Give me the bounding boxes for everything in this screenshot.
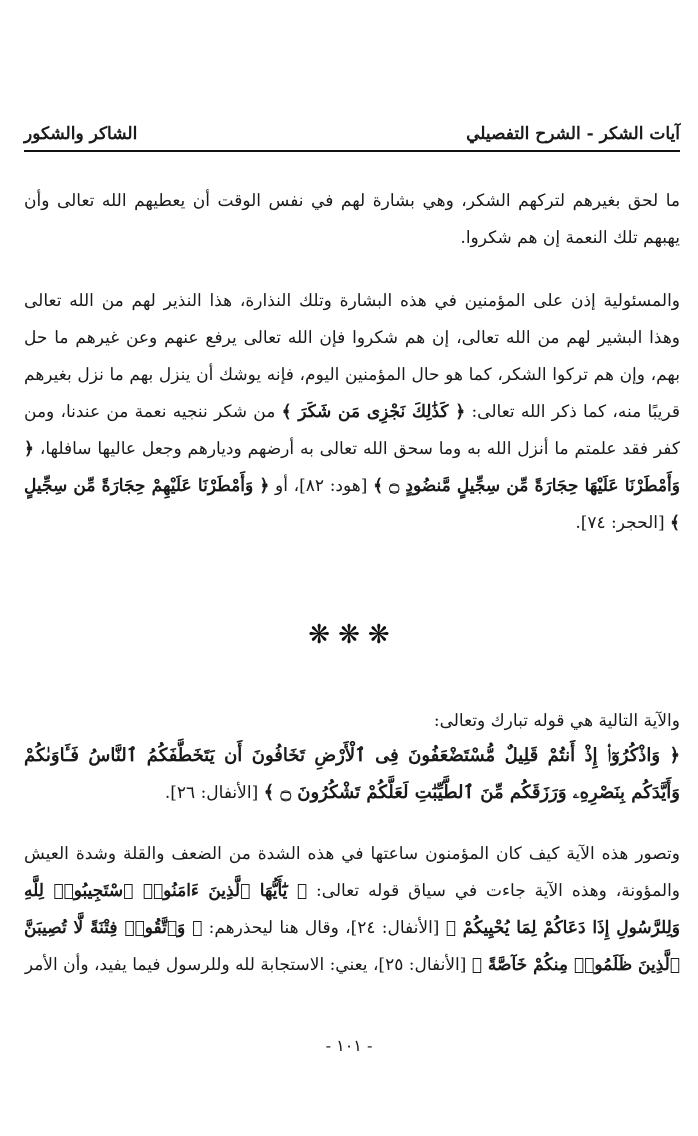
quran-verse-3: ﴿ وَأَمْطَرْنَا عَلَيْهِمْ حِجَارَةً مِّن سِجِّيلٍ ﴾ <box>24 476 680 533</box>
verse-5-reference: [الأنفال: ٢٤]، وقال هنا ليحذرهم: <box>202 918 446 938</box>
paragraph-2-part-b: من شكر ننجيه نعمة من عندنا، ومن كفر فقد علمتم ما أنزل الله به وما سحق الله تعالى به أرضهم وديارهم وجعل عاليها سافلها، <box>24 402 680 459</box>
paragraph-5-part-b: [الأنفال: ٢٥]، يعني: الاستجابة لله وللرسول فيما يفيد، وأن الأمر <box>24 955 472 975</box>
paragraph-1 <box>24 183 680 257</box>
running-header <box>24 118 680 144</box>
verse-3-reference: [الحجر: ٧٤]. <box>575 513 671 533</box>
paragraph-5 <box>24 836 680 984</box>
star-ornament-icon: ❋ <box>308 620 331 650</box>
paragraph-5-text <box>24 836 680 984</box>
quran-verse-5: ﴿ يَٰٓأَيُّهَا ٱلَّذِينَ ءَامَنُوا۟ ٱسْتَجِيبُوا۟ لِلَّهِ وَلِلرَّسُولِ إِذَا دَعَاكُمْ لِمَا يُحْيِيكُمْ ﴾ <box>24 881 681 938</box>
quran-verse-4: ﴿ وَاذْكُرُوٓا۟ إِذْ أَنتُمْ قَلِيلٌ مُّسْتَضْعَفُونَ فِى ٱلْأَرْضِ تَخَافُونَ أَن يَتَخَطَّفَكُمُ ٱلنَّاسُ فَـَٔاوَىٰكُمْ وَأَيَّدَكُم بِنَصْرِهِۦ وَرَزَقَكُم مِّنَ ٱلطَّيِّبَٰتِ لَعَلَّكُمْ تَشْكُرُونَ ۝ ﴾ <box>24 745 680 803</box>
paragraph-2-part-a: والمسئولية إذن على المؤمنين في هذه البشارة وتلك النذارة، هذا النذير لهم من الله تعالى وهذا البشير لهم من الله تعالى، إن هم شكروا فإن الله تعالى يرفع عنهم وعن غيرهم ما حل بهم، وإن هم تركوا الشكر، كما هو حال المؤمنين اليوم، فإنه يوشك أن ينزل بهم ما نزل بغيرهم قريبًا منه، كما ذكر الله تعالى: <box>24 291 680 422</box>
paragraph-2 <box>24 283 680 542</box>
page-number: - ١٠١ - <box>325 1036 373 1055</box>
paragraph-1-text: ما لحق بغيرهم لتركهم الشكر، وهي بشارة لهم في نفس الوقت أن يعطيهم الله تعالى وأن يهبهم تلك النعمة إن هم شكروا. <box>24 191 680 248</box>
header-rule <box>24 150 680 152</box>
header-right-title: آيات الشكر - الشرح التفصيلي <box>466 124 680 144</box>
paragraph-3 <box>24 703 680 740</box>
star-ornament-icon: ❋ <box>338 620 360 650</box>
verse-2-reference: [هود: ٨٢]، أو <box>269 476 374 496</box>
section-divider-ornament <box>0 622 698 648</box>
quran-verse-1: ﴿ كَذَٰلِكَ نَجْزِى مَن شَكَرَ ﴾ <box>281 402 466 422</box>
paragraph-3-text: والآية التالية هي قوله تبارك وتعالى: <box>433 711 680 731</box>
quran-verse-2: ﴿ وَأَمْطَرْنَا عَلَيْهَا حِجَارَةً مِّن سِجِّيلٍ مَّنضُودٍ ۝ ﴾ <box>24 439 680 496</box>
quran-verse-6: ﴿ وَٱتَّقُوا۟ فِتْنَةً لَّا تُصِيبَنَّ ٱلَّذِينَ ظَلَمُوا۟ مِنكُمْ خَآصَّةً ﴾ <box>24 918 680 975</box>
verse-4-reference: [الأنفال: ٢٦]. <box>164 783 264 803</box>
paragraph-4 <box>24 737 680 812</box>
paragraph-2-text <box>24 283 680 542</box>
header-left-title: الشاكر والشكور <box>24 124 138 144</box>
paragraph-5-part-a: وتصور هذه الآية كيف كان المؤمنون ساعتها في هذه الشدة من الضعف والقلة وشدة العيش والمؤونة، وهذه الآية جاءت في سياق قوله تعالى: <box>24 844 681 901</box>
paragraph-4-text <box>24 737 680 812</box>
star-ornament-icon: ❋ <box>367 620 390 650</box>
